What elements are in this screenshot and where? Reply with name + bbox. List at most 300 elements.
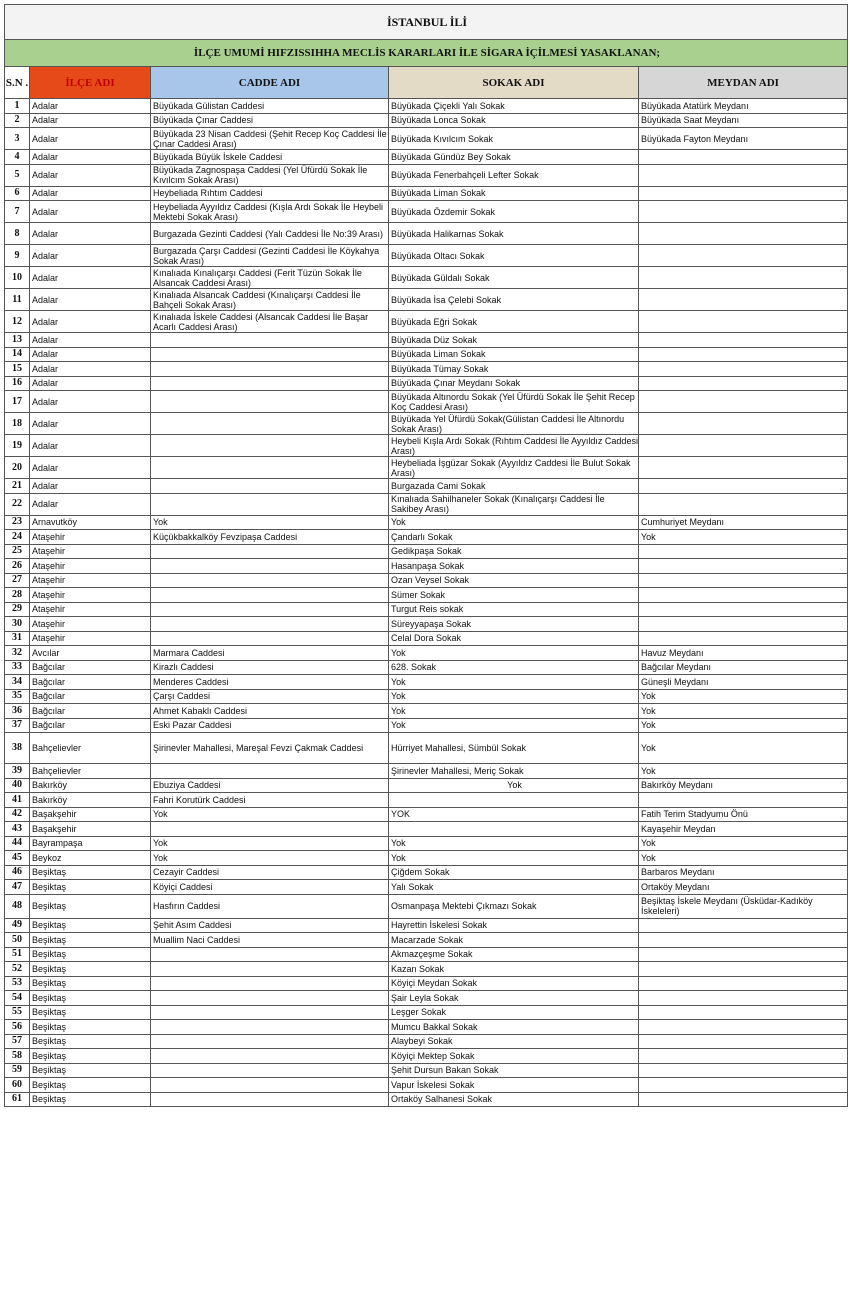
cadde-cell — [151, 333, 389, 348]
row-number: 48 — [5, 894, 30, 918]
sokak-cell: Yok — [389, 675, 639, 690]
ilce-cell: Ataşehir — [30, 617, 151, 632]
table-row — [5, 631, 848, 646]
table-row — [5, 435, 848, 457]
row-number: 12 — [5, 311, 30, 333]
table-row — [5, 947, 848, 962]
ilce-cell: Adalar — [30, 99, 151, 114]
document-page — [4, 4, 847, 1107]
sokak-cell: Ortaköy Salhanesi Sokak — [389, 1092, 639, 1107]
meydan-cell — [639, 391, 848, 413]
sokak-cell: Heybeli Kışla Ardı Sokak (Rıhtım Caddesi İle Ayyıldız Caddesi Arası) — [389, 435, 639, 457]
table-row — [5, 1063, 848, 1078]
row-number: 36 — [5, 704, 30, 719]
ilce-cell: Adalar — [30, 311, 151, 333]
table-row — [5, 822, 848, 837]
sokak-cell: Alaybeyi Sokak — [389, 1034, 639, 1049]
ilce-cell: Adalar — [30, 391, 151, 413]
row-number: 46 — [5, 865, 30, 880]
sokak-cell: Leşger Sokak — [389, 1005, 639, 1020]
row-number: 55 — [5, 1005, 30, 1020]
row-number: 47 — [5, 880, 30, 895]
ilce-cell: Adalar — [30, 164, 151, 186]
sokak-cell: 628. Sokak — [389, 660, 639, 675]
row-number: 21 — [5, 479, 30, 494]
ilce-cell: Adalar — [30, 362, 151, 377]
cadde-cell: Heybeliada Ayyıldız Caddesi (Kışla Ardı Sokak İle Heybeli Mektebi Sokak Arası) — [151, 201, 389, 223]
sokak-cell: Mumcu Bakkal Sokak — [389, 1020, 639, 1035]
table-row — [5, 718, 848, 733]
meydan-cell — [639, 245, 848, 267]
cadde-cell: Kınalıada Kınalıçarşı Caddesi (Ferit Tüzün Sokak İle Alsancak Caddesi Arası) — [151, 267, 389, 289]
cadde-cell — [151, 435, 389, 457]
ilce-cell: Bağcılar — [30, 704, 151, 719]
meydan-cell — [639, 991, 848, 1006]
meydan-cell — [639, 602, 848, 617]
cadde-cell — [151, 376, 389, 391]
sokak-cell: Köyiçi Meydan Sokak — [389, 976, 639, 991]
row-number: 19 — [5, 435, 30, 457]
row-number: 7 — [5, 201, 30, 223]
cadde-cell: Burgazada Gezinti Caddesi (Yalı Caddesi İle No:39 Arası) — [151, 223, 389, 245]
meydan-cell — [639, 1020, 848, 1035]
sokak-cell: Büyükada Çiçekli Yalı Sokak — [389, 99, 639, 114]
ilce-cell: Beşiktaş — [30, 933, 151, 948]
row-number: 52 — [5, 962, 30, 977]
table-row — [5, 807, 848, 822]
row-number: 2 — [5, 113, 30, 128]
sokak-cell: Şehit Dursun Bakan Sokak — [389, 1063, 639, 1078]
row-number: 53 — [5, 976, 30, 991]
sokak-cell: YOK — [389, 807, 639, 822]
header-meydan: MEYDAN ADI — [639, 67, 848, 99]
table-row — [5, 646, 848, 661]
row-number: 8 — [5, 223, 30, 245]
sokak-cell: Şair Leyla Sokak — [389, 991, 639, 1006]
sokak-cell: Büyükada Güldalı Sokak — [389, 267, 639, 289]
row-number: 3 — [5, 128, 30, 150]
header-ilce: İLÇE ADI — [30, 67, 151, 99]
table-row — [5, 245, 848, 267]
cadde-cell — [151, 347, 389, 362]
sokak-cell: Sümer Sokak — [389, 588, 639, 603]
sokak-cell: Kınalıada Sahilhaneler Sokak (Kınalıçarşı Caddesi İle Sakibey Arası) — [389, 493, 639, 515]
sokak-cell — [389, 793, 639, 808]
sokak-cell: Çandarlı Sokak — [389, 530, 639, 545]
ilce-cell: Adalar — [30, 413, 151, 435]
cadde-cell — [151, 1020, 389, 1035]
meydan-cell — [639, 1063, 848, 1078]
cadde-cell — [151, 1049, 389, 1064]
ilce-cell: Bağcılar — [30, 718, 151, 733]
meydan-cell — [639, 1034, 848, 1049]
cadde-cell — [151, 1078, 389, 1093]
ilce-cell: Beşiktaş — [30, 880, 151, 895]
table-row — [5, 347, 848, 362]
row-number: 15 — [5, 362, 30, 377]
meydan-cell — [639, 631, 848, 646]
smoking-ban-table — [4, 4, 848, 1107]
cadde-cell: Şirinevler Mahallesi, Mareşal Fevzi Çakmak Caddesi — [151, 733, 389, 764]
sokak-cell: Büyükada Çınar Meydanı Sokak — [389, 376, 639, 391]
table-row — [5, 99, 848, 114]
ilce-cell: Beşiktaş — [30, 991, 151, 1006]
meydan-cell — [639, 1049, 848, 1064]
sokak-cell: Büyükada Eğri Sokak — [389, 311, 639, 333]
sokak-cell: Yok — [389, 515, 639, 530]
cadde-cell: Yok — [151, 836, 389, 851]
ilce-cell: Ataşehir — [30, 588, 151, 603]
row-number: 35 — [5, 689, 30, 704]
ilce-cell: Bahçelievler — [30, 733, 151, 764]
cadde-cell — [151, 617, 389, 632]
row-number: 37 — [5, 718, 30, 733]
cadde-cell: Büyükada Zagnospaşa Caddesi (Yel Üfürdü Sokak İle Kıvılcım Sokak Arası) — [151, 164, 389, 186]
table-row — [5, 865, 848, 880]
meydan-cell — [639, 223, 848, 245]
sokak-cell: Hasanpaşa Sokak — [389, 559, 639, 574]
ilce-cell: Ataşehir — [30, 573, 151, 588]
table-row — [5, 764, 848, 779]
ilce-cell: Beşiktaş — [30, 894, 151, 918]
meydan-cell — [639, 311, 848, 333]
ilce-cell: Beşiktaş — [30, 962, 151, 977]
row-number: 60 — [5, 1078, 30, 1093]
table-row — [5, 836, 848, 851]
sokak-cell: Büyükada Oltacı Sokak — [389, 245, 639, 267]
table-row — [5, 201, 848, 223]
meydan-cell: Büyükada Atatürk Meydanı — [639, 99, 848, 114]
cadde-cell — [151, 362, 389, 377]
table-row — [5, 391, 848, 413]
ilce-cell: Ataşehir — [30, 631, 151, 646]
table-row — [5, 991, 848, 1006]
cadde-cell — [151, 1005, 389, 1020]
sokak-cell: Akmazçeşme Sokak — [389, 947, 639, 962]
row-number: 32 — [5, 646, 30, 661]
sokak-cell: Yok — [389, 836, 639, 851]
row-number: 14 — [5, 347, 30, 362]
cadde-cell — [151, 1063, 389, 1078]
ilce-cell: Bakırköy — [30, 778, 151, 793]
meydan-cell: Büyükada Saat Meydanı — [639, 113, 848, 128]
ilce-cell: Adalar — [30, 128, 151, 150]
row-number: 20 — [5, 457, 30, 479]
table-row — [5, 689, 848, 704]
ilce-cell: Adalar — [30, 376, 151, 391]
cadde-cell — [151, 947, 389, 962]
row-number: 25 — [5, 544, 30, 559]
sokak-cell: Osmanpaşa Mektebi Çıkmazı Sokak — [389, 894, 639, 918]
ilce-cell: Başakşehir — [30, 822, 151, 837]
cadde-cell — [151, 588, 389, 603]
row-number: 54 — [5, 991, 30, 1006]
meydan-cell — [639, 457, 848, 479]
header-sn: S.N . — [5, 67, 30, 99]
row-number: 49 — [5, 918, 30, 933]
sokak-cell: Yok — [389, 704, 639, 719]
table-row — [5, 457, 848, 479]
cadde-cell — [151, 602, 389, 617]
sokak-cell: Büyükada Kıvılcım Sokak — [389, 128, 639, 150]
table-row — [5, 660, 848, 675]
sokak-cell: Büyükada Liman Sokak — [389, 347, 639, 362]
row-number: 56 — [5, 1020, 30, 1035]
ilce-cell: Arnavutköy — [30, 515, 151, 530]
sokak-cell: Yok — [389, 646, 639, 661]
row-number: 1 — [5, 99, 30, 114]
sokak-cell: Büyükada İsa Çelebi Sokak — [389, 289, 639, 311]
meydan-cell — [639, 376, 848, 391]
cadde-cell: Heybeliada Rıhtım Caddesi — [151, 186, 389, 201]
cadde-cell — [151, 573, 389, 588]
cadde-cell: Yok — [151, 851, 389, 866]
cadde-cell: Marmara Caddesi — [151, 646, 389, 661]
sokak-cell: Ozan Veysel Sokak — [389, 573, 639, 588]
ilce-cell: Beşiktaş — [30, 1063, 151, 1078]
cadde-cell — [151, 479, 389, 494]
table-row — [5, 933, 848, 948]
table-row — [5, 164, 848, 186]
meydan-cell: Ortaköy Meydanı — [639, 880, 848, 895]
ilce-cell: Adalar — [30, 289, 151, 311]
table-row — [5, 311, 848, 333]
row-number: 22 — [5, 493, 30, 515]
sokak-cell: Burgazada Cami Sokak — [389, 479, 639, 494]
row-number: 44 — [5, 836, 30, 851]
sokak-cell: Yok — [389, 689, 639, 704]
sokak-cell: Şirinevler Mahallesi, Meriç Sokak — [389, 764, 639, 779]
row-number: 23 — [5, 515, 30, 530]
meydan-cell — [639, 413, 848, 435]
cadde-cell: Büyükada Gülistan Caddesi — [151, 99, 389, 114]
table-row — [5, 733, 848, 764]
meydan-cell — [639, 947, 848, 962]
row-number: 24 — [5, 530, 30, 545]
cadde-cell: Kınalıada Alsancak Caddesi (Kınalıçarşı Caddesi İle Bahçeli Sokak Arası) — [151, 289, 389, 311]
cadde-cell — [151, 962, 389, 977]
sokak-cell: Macarzade Sokak — [389, 933, 639, 948]
ilce-cell: Adalar — [30, 479, 151, 494]
sokak-cell: Gedikpaşa Sokak — [389, 544, 639, 559]
table-row — [5, 515, 848, 530]
ilce-cell: Beşiktaş — [30, 947, 151, 962]
cadde-cell: Küçükbakkalköy Fevzipaşa Caddesi — [151, 530, 389, 545]
row-number: 31 — [5, 631, 30, 646]
sokak-cell: Hürriyet Mahallesi, Sümbül Sokak — [389, 733, 639, 764]
meydan-cell — [639, 559, 848, 574]
ilce-cell: Ataşehir — [30, 530, 151, 545]
cadde-cell: Çarşı Caddesi — [151, 689, 389, 704]
table-row — [5, 602, 848, 617]
sokak-cell: Turgut Reis sokak — [389, 602, 639, 617]
meydan-cell — [639, 435, 848, 457]
table-row — [5, 333, 848, 348]
ilce-cell: Beşiktaş — [30, 1049, 151, 1064]
header-row — [5, 67, 848, 99]
cadde-cell: Ahmet Kabaklı Caddesi — [151, 704, 389, 719]
row-number: 4 — [5, 150, 30, 165]
cadde-cell — [151, 991, 389, 1006]
cadde-cell — [151, 559, 389, 574]
cadde-cell — [151, 976, 389, 991]
meydan-cell — [639, 479, 848, 494]
header-cadde: CADDE ADI — [151, 67, 389, 99]
cadde-cell: Kirazlı Caddesi — [151, 660, 389, 675]
sokak-cell: Hayrettin İskelesi Sokak — [389, 918, 639, 933]
row-number: 26 — [5, 559, 30, 574]
meydan-cell: Yok — [639, 733, 848, 764]
sokak-cell: Yok — [389, 851, 639, 866]
sokak-cell: Köyiçi Mektep Sokak — [389, 1049, 639, 1064]
meydan-cell — [639, 1078, 848, 1093]
meydan-cell: Güneşli Meydanı — [639, 675, 848, 690]
row-number: 27 — [5, 573, 30, 588]
meydan-cell — [639, 793, 848, 808]
meydan-cell — [639, 150, 848, 165]
cadde-cell: Muallim Naci Caddesi — [151, 933, 389, 948]
row-number: 13 — [5, 333, 30, 348]
sokak-cell: Büyükada Özdemir Sokak — [389, 201, 639, 223]
table-row — [5, 1020, 848, 1035]
row-number: 38 — [5, 733, 30, 764]
sokak-cell: Büyükada Fenerbahçeli Lefter Sokak — [389, 164, 639, 186]
meydan-cell — [639, 347, 848, 362]
table-row — [5, 894, 848, 918]
table-row — [5, 559, 848, 574]
table-row — [5, 976, 848, 991]
table-row — [5, 223, 848, 245]
table-row — [5, 704, 848, 719]
meydan-cell — [639, 186, 848, 201]
row-number: 33 — [5, 660, 30, 675]
row-number: 42 — [5, 807, 30, 822]
cadde-cell: Fahri Korutürk Caddesi — [151, 793, 389, 808]
meydan-cell — [639, 289, 848, 311]
meydan-cell — [639, 1005, 848, 1020]
table-row — [5, 880, 848, 895]
row-number: 11 — [5, 289, 30, 311]
ilce-cell: Adalar — [30, 267, 151, 289]
ilce-cell: Ataşehir — [30, 544, 151, 559]
ilce-cell: Beşiktaş — [30, 865, 151, 880]
header-sokak: SOKAK ADI — [389, 67, 639, 99]
cadde-cell — [151, 1034, 389, 1049]
ilce-cell: Adalar — [30, 186, 151, 201]
row-number: 30 — [5, 617, 30, 632]
cadde-cell: Yok — [151, 515, 389, 530]
table-row — [5, 362, 848, 377]
ilce-cell: Avcılar — [30, 646, 151, 661]
meydan-cell — [639, 333, 848, 348]
meydan-cell: Yok — [639, 764, 848, 779]
ilce-cell: Bahçelievler — [30, 764, 151, 779]
meydan-cell — [639, 933, 848, 948]
table-row — [5, 675, 848, 690]
table-row — [5, 1034, 848, 1049]
table-subtitle: İLÇE UMUMİ HIFZISSIHHA MECLİS KARARLARI İLE SİGARA İÇİLMESİ YASAKLANAN; — [5, 40, 848, 67]
ilce-cell: Adalar — [30, 457, 151, 479]
meydan-cell: Yok — [639, 718, 848, 733]
meydan-cell: Yok — [639, 689, 848, 704]
meydan-cell — [639, 201, 848, 223]
table-row — [5, 493, 848, 515]
row-number: 58 — [5, 1049, 30, 1064]
row-number: 28 — [5, 588, 30, 603]
row-number: 57 — [5, 1034, 30, 1049]
table-row — [5, 267, 848, 289]
row-number: 5 — [5, 164, 30, 186]
row-number: 41 — [5, 793, 30, 808]
meydan-cell — [639, 918, 848, 933]
cadde-cell: Burgazada Çarşı Caddesi (Gezinti Caddesi İle Köykahya Sokak Arası) — [151, 245, 389, 267]
cadde-cell: Ebuziya Caddesi — [151, 778, 389, 793]
sokak-cell: Celal Dora Sokak — [389, 631, 639, 646]
table-row — [5, 918, 848, 933]
meydan-cell — [639, 1092, 848, 1107]
meydan-cell — [639, 962, 848, 977]
cadde-cell — [151, 764, 389, 779]
sokak-cell: Vapur İskelesi Sokak — [389, 1078, 639, 1093]
row-number: 9 — [5, 245, 30, 267]
row-number: 18 — [5, 413, 30, 435]
ilce-cell: Başakşehir — [30, 807, 151, 822]
meydan-cell: Havuz Meydanı — [639, 646, 848, 661]
ilce-cell: Beşiktaş — [30, 1078, 151, 1093]
meydan-cell: Yok — [639, 530, 848, 545]
ilce-cell: Adalar — [30, 435, 151, 457]
table-row — [5, 573, 848, 588]
row-number: 16 — [5, 376, 30, 391]
meydan-cell — [639, 544, 848, 559]
meydan-cell — [639, 267, 848, 289]
sokak-cell: Büyükada Lonca Sokak — [389, 113, 639, 128]
table-row — [5, 289, 848, 311]
table-row — [5, 530, 848, 545]
row-number: 61 — [5, 1092, 30, 1107]
cadde-cell: Menderes Caddesi — [151, 675, 389, 690]
sokak-cell: Büyükada Tümay Sokak — [389, 362, 639, 377]
table-row — [5, 1078, 848, 1093]
cadde-cell — [151, 631, 389, 646]
table-row — [5, 128, 848, 150]
row-number: 50 — [5, 933, 30, 948]
ilce-cell: Bağcılar — [30, 675, 151, 690]
ilce-cell: Beykoz — [30, 851, 151, 866]
cadde-cell: Kınalıada İskele Caddesi (Alsancak Caddesi İle Başar Acarlı Caddesi Arası) — [151, 311, 389, 333]
table-row — [5, 778, 848, 793]
table-row — [5, 150, 848, 165]
ilce-cell: Bakırköy — [30, 793, 151, 808]
sokak-cell: Yok — [389, 718, 639, 733]
table-row — [5, 851, 848, 866]
sokak-cell: Yalı Sokak — [389, 880, 639, 895]
table-row — [5, 1005, 848, 1020]
ilce-cell: Ataşehir — [30, 602, 151, 617]
table-row — [5, 479, 848, 494]
cadde-cell: Şehit Asım Caddesi — [151, 918, 389, 933]
cadde-cell: Büyükada Çınar Caddesi — [151, 113, 389, 128]
cadde-cell — [151, 1092, 389, 1107]
cadde-cell: Hasfırın Caddesi — [151, 894, 389, 918]
ilce-cell: Adalar — [30, 493, 151, 515]
meydan-cell — [639, 617, 848, 632]
row-number: 59 — [5, 1063, 30, 1078]
ilce-cell: Adalar — [30, 113, 151, 128]
meydan-cell: Bakırköy Meydanı — [639, 778, 848, 793]
cadde-cell — [151, 544, 389, 559]
row-number: 29 — [5, 602, 30, 617]
